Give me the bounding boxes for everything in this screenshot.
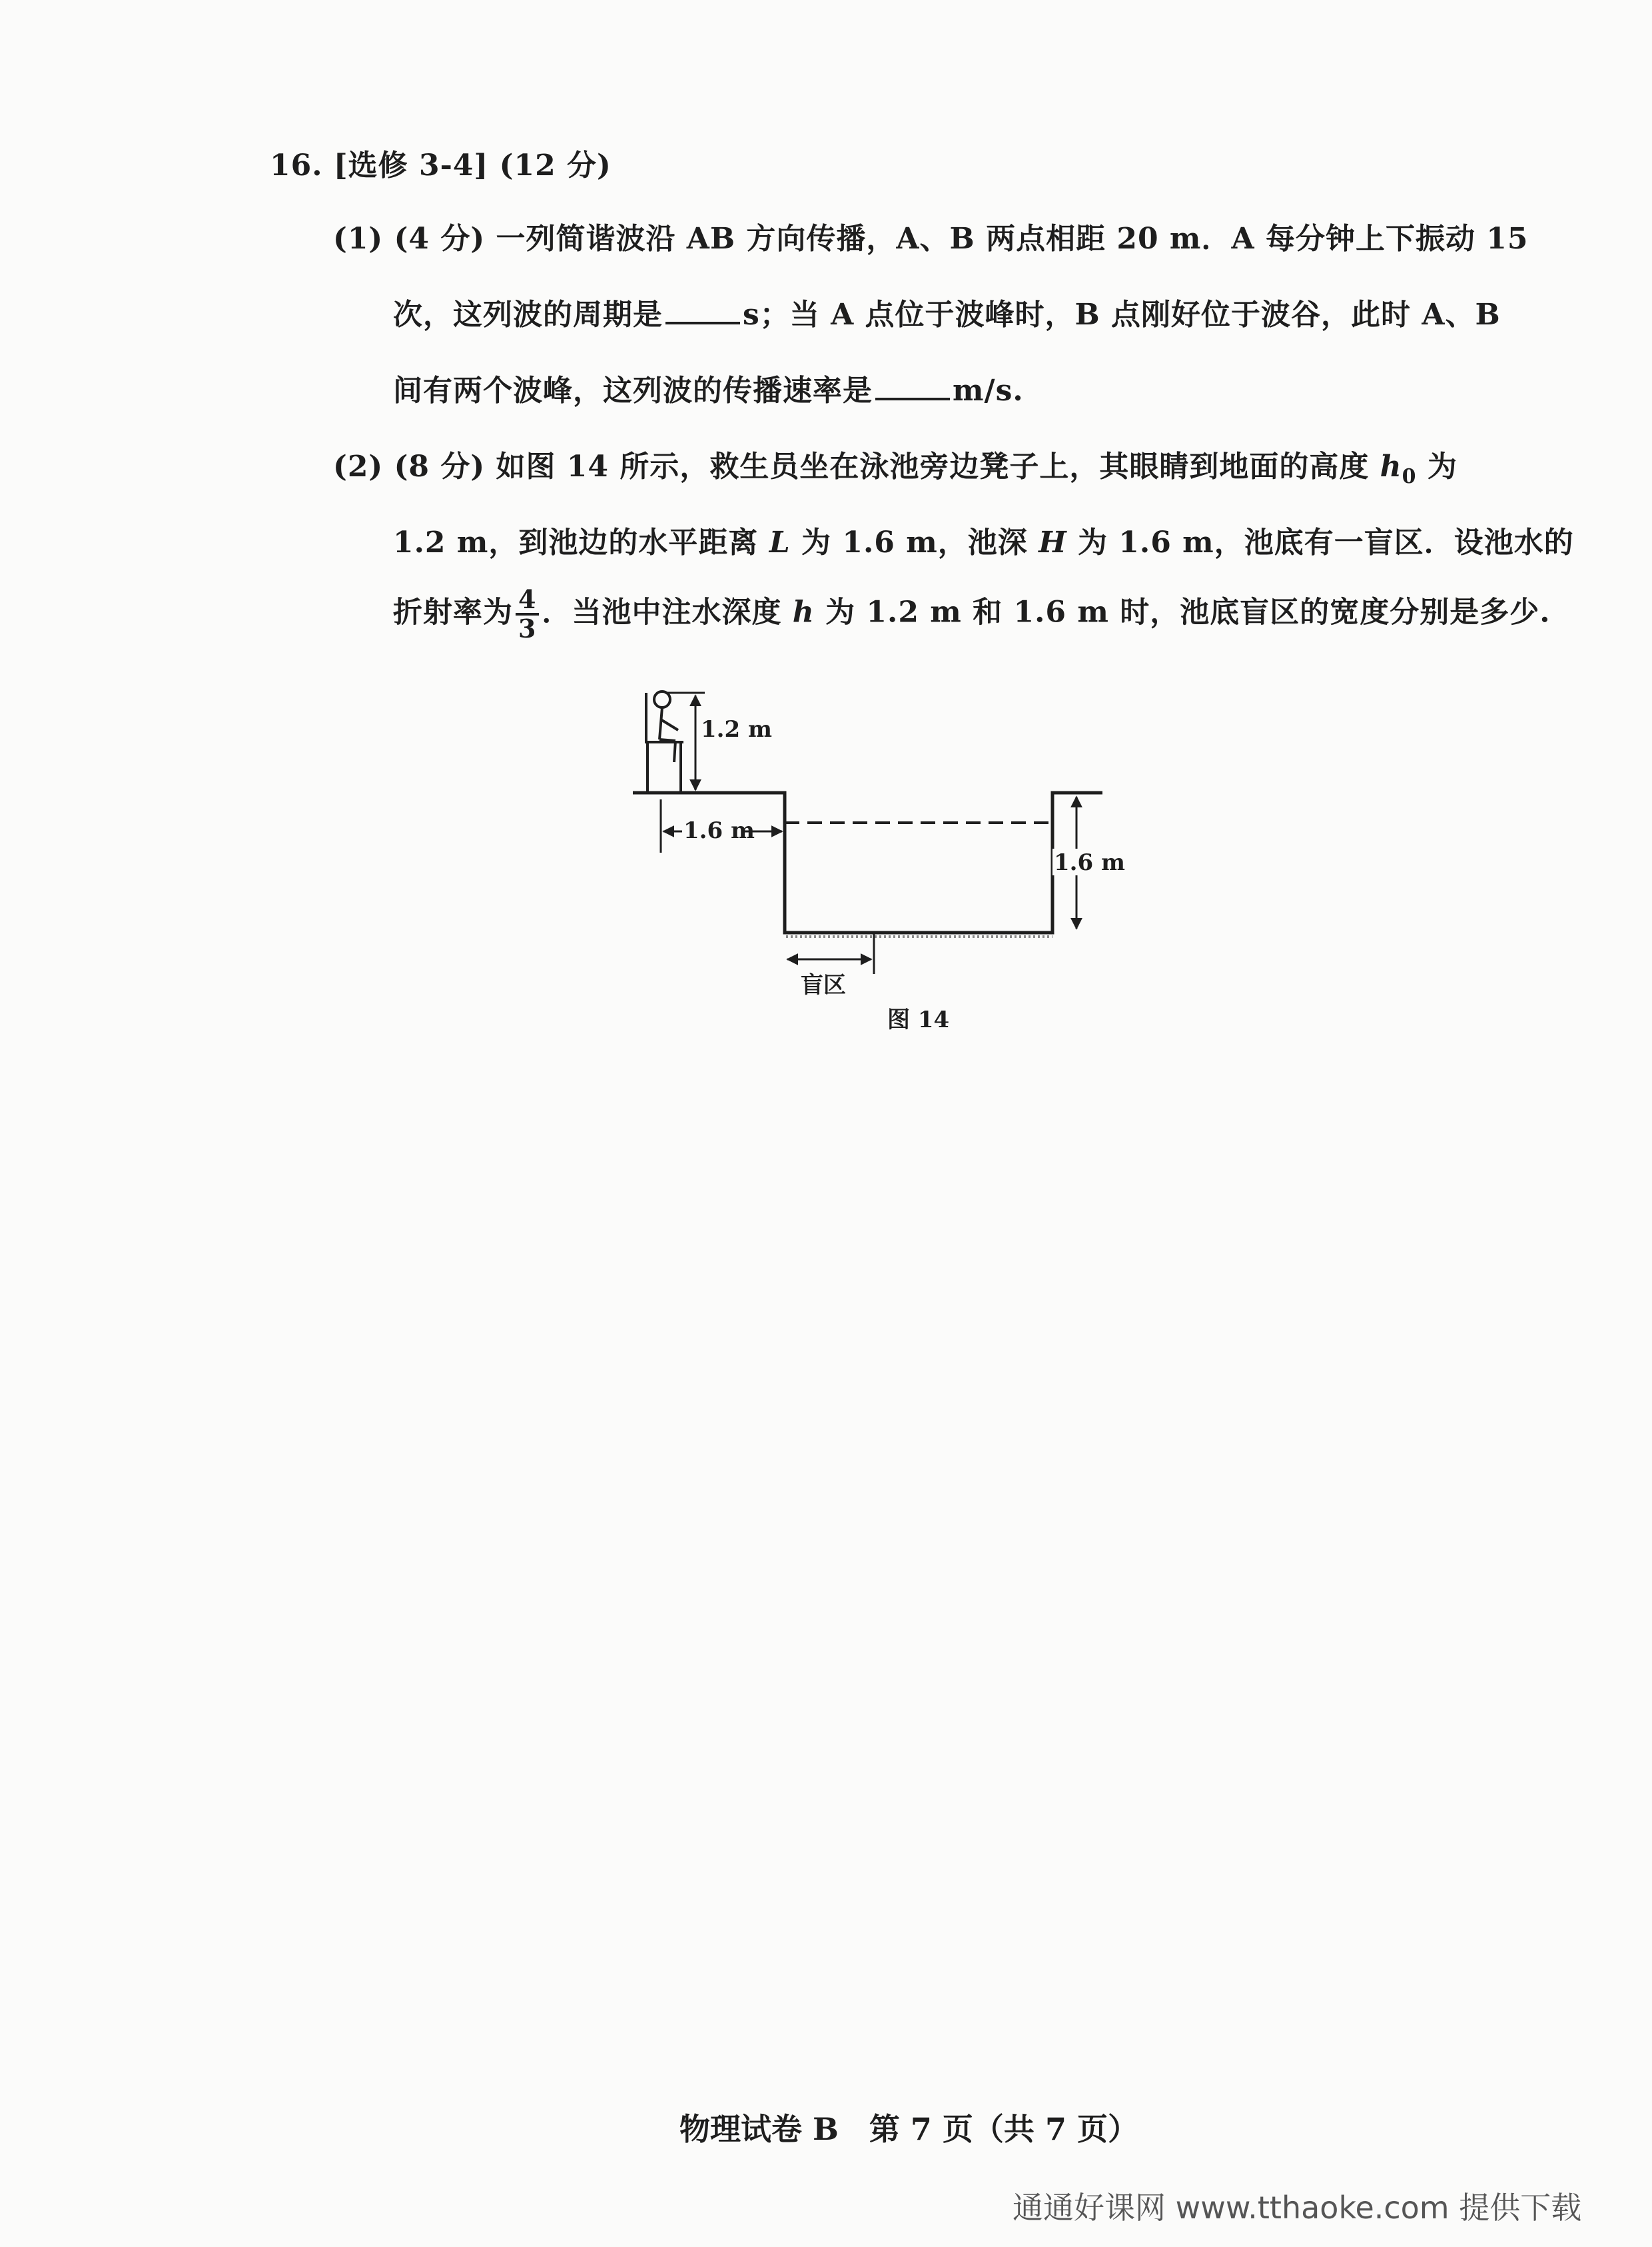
- speed-answer-blank[interactable]: [875, 374, 950, 400]
- pool-diagram-figure: [626, 686, 1132, 1046]
- horizontal-distance-label: 1.6 m: [683, 817, 755, 844]
- part1-line3-a: 间有两个波峰，这列波的传播速率是: [393, 374, 873, 408]
- lifeguard-figure: [645, 691, 683, 793]
- part2-line3-a: 折射率为: [393, 595, 513, 630]
- refractive-index-fraction: [516, 586, 539, 642]
- fraction-denominator: 3: [518, 614, 537, 644]
- question-header: 16. [选修 3-4] (12 分): [270, 149, 612, 183]
- part1-line3: [393, 366, 1024, 409]
- part1-line2-a: 次，这列波的周期是: [393, 298, 663, 332]
- var-h: h: [792, 595, 815, 630]
- part1-line2: [393, 290, 1501, 333]
- depth-label: 1.6 m: [1054, 849, 1125, 876]
- var-h0: h: [1380, 450, 1402, 484]
- page-footer: 物理试卷 B 第 7 页（共 7 页）: [679, 2111, 1138, 2147]
- part2-line3-b: ．当池中注水深度: [542, 595, 793, 630]
- period-answer-blank[interactable]: [665, 298, 740, 324]
- var-H: H: [1038, 526, 1067, 560]
- part2-line2-b: 为 1.6 m，池深: [790, 526, 1039, 560]
- var-h0-sub: 0: [1402, 464, 1417, 488]
- fraction-numerator: 4: [516, 586, 539, 616]
- part2-line1-a: (2) (8 分) 如图 14 所示，救生员坐在泳池旁边凳子上，其眼睛到地面的高度: [333, 450, 1380, 484]
- part2-line2-a: 1.2 m，到池边的水平距离: [393, 526, 769, 560]
- var-L: L: [769, 526, 791, 560]
- blind-zone-label: 盲区: [801, 972, 846, 999]
- pool-outline: [633, 793, 1102, 933]
- figure-caption: 图 14: [887, 1007, 950, 1033]
- part2-line1: [333, 442, 1457, 488]
- part1-line3-b: m/s.: [953, 374, 1024, 408]
- part2-line2: [393, 518, 1574, 561]
- part2-line1-b: 为: [1416, 450, 1457, 484]
- part2-line3: [393, 586, 1551, 642]
- part1-line2-b: s；当 A 点位于波峰时，B 点刚好位于波谷，此时 A、B: [743, 298, 1501, 332]
- watermark-text: 通通好课网 www.tthaoke.com 提供下载: [1013, 2190, 1582, 2226]
- part2-line2-c: 为 1.6 m，池底有一盲区．设池水的: [1066, 526, 1574, 560]
- part2-line3-c: 为 1.2 m 和 1.6 m 时，池底盲区的宽度分别是多少.: [814, 595, 1551, 630]
- part1-line1: (1) (4 分) 一列简谐波沿 AB 方向传播，A、B 两点相距 20 m．A 每分钟上下振动 15: [333, 222, 1529, 256]
- eye-height-label: 1.2 m: [701, 716, 772, 743]
